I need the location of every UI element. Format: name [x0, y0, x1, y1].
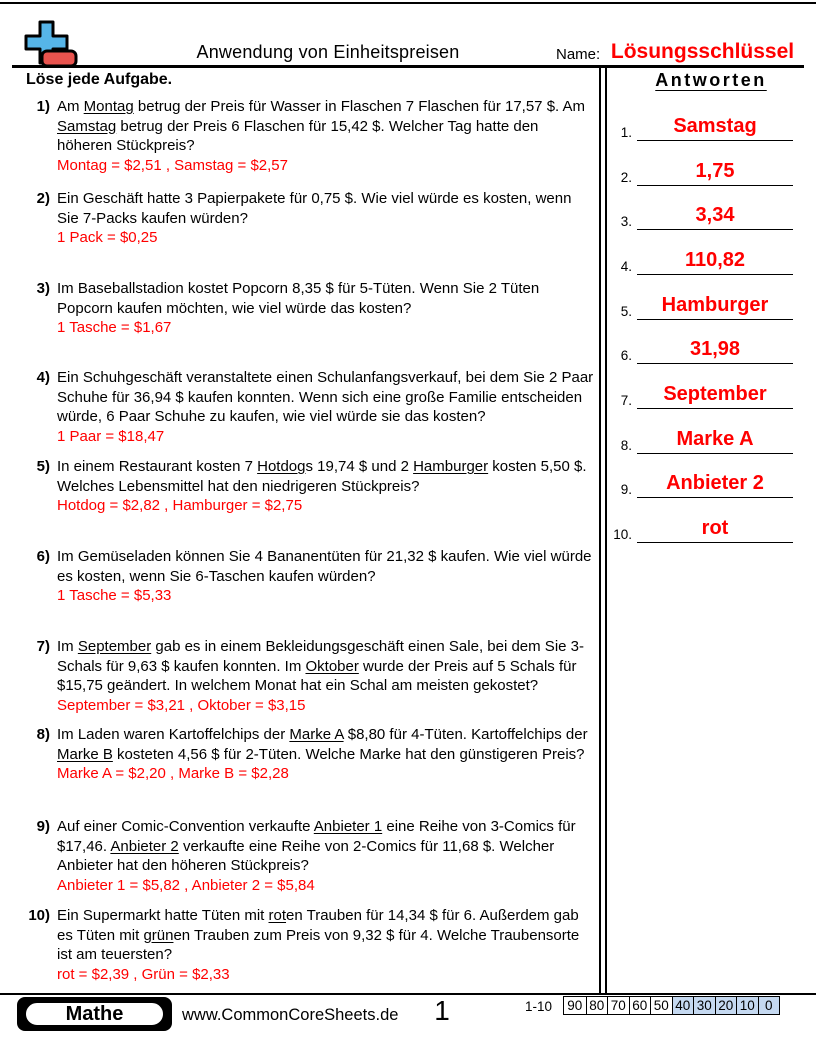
question-number: 5): [36, 458, 50, 475]
question-text-segment: en Trauben für 14,34 $ für 6. Außerdem gab es Tüten mit: [57, 907, 579, 944]
underlined-term: Oktober: [305, 657, 359, 675]
question-text-segment: Im Baseballstadion kostet Popcorn 8,35 $ für 5-Tüten. Wenn Sie 2 Tüten Popcorn kaufen möchten, wie viel würde das kosten?: [57, 280, 540, 317]
question-answer-work: 1 Tasche = $5,33: [57, 587, 172, 604]
top-border-line: [0, 2, 816, 4]
question-answer-work: Montag = $2,51 , Samstag = $2,57: [57, 156, 288, 174]
score-cell: 20: [715, 997, 737, 1014]
question-text: [57, 725, 597, 784]
score-cell: 90: [564, 997, 586, 1014]
score-cell: 40: [672, 997, 694, 1014]
score-cell: 70: [607, 997, 629, 1014]
answer-value: 3,34: [695, 204, 735, 226]
name-label: Name:: [556, 46, 601, 63]
question-answer-work: Anbieter 1 = $5,82 , Anbieter 2 = $5,84: [57, 876, 315, 894]
question-text-segment: $8,80 für 4-Tüten. Kartoffelchips der: [343, 726, 588, 743]
answer-blank-line: [637, 319, 793, 320]
answer-blank-line: [637, 274, 793, 275]
question-text-segment: Ein Geschäft hatte 3 Papierpakete für 0,75 $. Wie viel würde es kosten, wenn Sie 7-Packs kaufen würden?: [57, 190, 572, 227]
answer-value: Hamburger: [661, 294, 769, 316]
question-item: [22, 547, 597, 606]
header-rule-line: [12, 65, 804, 68]
answer-blank-line: [637, 185, 793, 186]
question-text: [57, 817, 597, 895]
answer-key-label: Lösungsschlüssel: [610, 40, 795, 63]
answer-number: 6.: [620, 348, 632, 363]
question-text: [57, 279, 597, 338]
footer-rule-line: [0, 993, 816, 995]
underlined-term: Hotdog: [257, 458, 306, 475]
question-answer-work: 1 Tasche = $1,67: [57, 319, 172, 336]
subject-badge: [17, 997, 172, 1031]
question-number: 3): [36, 280, 50, 297]
answer-blank-line: [637, 140, 793, 141]
question-text-segment: s 19,74 $ und 2: [305, 458, 414, 475]
answer-number: 9.: [620, 482, 632, 497]
question-text-segment: kosteten 4,56 $ für 2-Tüten. Welche Marke hat den günstigeren Preis?: [112, 745, 585, 763]
answer-blank-line: [637, 408, 793, 409]
question-text-segment: wurde der Preis auf 5 Schals für $15,75 geändert. In welchem Monat hat ein Schal am meisten gekostet?: [57, 657, 577, 694]
question-text: [57, 457, 597, 516]
answer-blank-line: [637, 497, 793, 498]
question-text: [57, 97, 597, 175]
answer-blank-line: [637, 453, 793, 454]
answer-value: 31,98: [689, 338, 741, 360]
question-number: 7): [36, 638, 50, 655]
subject-badge-label: Mathe: [24, 1001, 165, 1027]
question-number: 10): [28, 907, 50, 924]
question-item: [22, 817, 597, 895]
page-number: 1: [434, 995, 450, 1026]
answer-blank-line: [637, 363, 793, 364]
underlined-term: rot: [268, 907, 287, 924]
score-cell: 50: [650, 997, 672, 1014]
answer-number: 8.: [620, 438, 632, 453]
score-cell: 80: [586, 997, 608, 1014]
underlined-term: Samstag: [57, 117, 117, 135]
question-item: [22, 725, 597, 784]
question-text-segment: In einem Restaurant kosten 7: [57, 458, 258, 475]
question-number: 4): [36, 369, 50, 386]
question-text: [57, 189, 597, 248]
question-number: 9): [36, 818, 50, 835]
question-number: 8): [36, 726, 50, 743]
question-answer-work: September = $3,21 , Oktober = $3,15: [57, 696, 306, 714]
answer-blank-line: [637, 229, 793, 230]
underlined-term: Hamburger: [413, 458, 489, 475]
score-range-label: 1-10: [525, 999, 553, 1014]
question-item: [22, 97, 597, 175]
score-cell: 30: [693, 997, 715, 1014]
answer-value: Anbieter 2: [666, 472, 764, 494]
question-text: [57, 547, 597, 606]
score-cell: 10: [736, 997, 758, 1014]
question-answer-work: rot = $2,39 , Grün = $2,33: [57, 965, 230, 983]
question-item: [22, 189, 597, 248]
website-url: www.CommonCoreSheets.de: [182, 1006, 399, 1024]
question-answer-work: 1 Pack = $0,25: [57, 229, 158, 246]
page-title: Anwendung von Einheitspreisen: [196, 42, 460, 62]
answer-number: 2.: [620, 170, 632, 185]
question-item: [22, 637, 597, 715]
underlined-term: September: [77, 638, 152, 655]
question-text-segment: gab es in einem Bekleidungsgeschäft einen Sale, bei dem Sie 3-Schals für 9,63 $ kaufen konnten. Im: [57, 638, 584, 675]
answer-number: 5.: [620, 304, 632, 319]
question-item: [22, 457, 597, 516]
question-answer-work: Marke A = $2,20 , Marke B = $2,28: [57, 765, 289, 782]
score-cell: 0: [758, 997, 780, 1014]
underlined-term: grün: [143, 926, 174, 944]
question-text-segment: Ein Schuhgeschäft veranstaltete einen Schulanfangsverkauf, bei dem Sie 2 Paar Schuhe für 36,94 $ kaufen konnten. Wenn sich eine große Familie entscheiden würde, 6 Paar Schuhe zu kaufen, wie viel würde sie das kosten?: [57, 369, 594, 425]
answer-value: 110,82: [684, 249, 746, 271]
question-item: [22, 279, 597, 338]
question-answer-work: Hotdog = $2,82 , Hamburger = $2,75: [57, 497, 303, 514]
answer-value: September: [663, 383, 767, 405]
question-text: [57, 637, 597, 715]
question-text-segment: en Trauben zum Preis von 9,32 $ für 4. Welche Traubensorte ist am teuersten?: [57, 926, 580, 963]
question-text-segment: Im: [57, 638, 78, 655]
score-cell: 60: [629, 997, 651, 1014]
question-text-segment: betrug der Preis 6 Flaschen für 15,42 $. Welcher Tag hatte den höheren Stückpreis?: [57, 117, 539, 154]
question-text: [57, 368, 597, 446]
answer-blank-line: [637, 542, 793, 543]
answer-value: Samstag: [673, 115, 757, 137]
question-text-segment: verkaufte eine Reihe von 2-Comics für 11,68 $. Welcher Anbieter hat den höheren Stückpreis?: [57, 837, 555, 874]
score-table: [563, 996, 780, 1015]
answer-number: 1.: [620, 125, 632, 140]
question-answer-work: 1 Paar = $18,47: [57, 427, 165, 445]
underlined-term: Marke B: [57, 745, 113, 763]
answers-column-header: Antworten: [655, 70, 767, 90]
question-text-segment: betrug der Preis für Wasser in Flaschen 7 Flaschen für 17,57 $. Am: [133, 98, 586, 115]
underlined-term: Anbieter 1: [313, 818, 383, 835]
question-text-segment: Ein Supermarkt hatte Tüten mit: [57, 907, 269, 924]
underlined-term: Marke A: [289, 726, 344, 743]
question-item: [22, 368, 597, 446]
question-text-segment: Im Laden waren Kartoffelchips der: [57, 726, 290, 743]
question-number: 1): [36, 98, 50, 115]
underlined-term: Montag: [83, 98, 134, 115]
question-number: 2): [36, 190, 50, 207]
instructions-text: Löse jede Aufgabe.: [26, 71, 173, 88]
answer-number: 7.: [620, 393, 632, 408]
answer-number: 10.: [613, 527, 632, 542]
question-text-segment: Auf einer Comic-Convention verkaufte: [57, 818, 314, 835]
question-text-segment: kosten 5,50 $. Welches Lebensmittel hat den niedrigeren Stückpreis?: [57, 458, 587, 495]
question-text-segment: Im Gemüseladen können Sie 4 Bananentüten für 21,32 $ kaufen. Wie viel würde es kosten, wenn Sie 6-Taschen kaufen würden?: [57, 548, 592, 585]
underlined-term: Anbieter 2: [110, 837, 179, 855]
answer-number: 4.: [620, 259, 632, 274]
answer-value: rot: [701, 517, 729, 539]
question-item: [22, 906, 597, 984]
answer-number: 3.: [620, 214, 632, 229]
answer-value: 1,75: [695, 160, 735, 182]
question-text-segment: Am: [57, 98, 84, 115]
question-number: 6): [36, 548, 50, 565]
question-text: [57, 906, 597, 984]
answer-value: Marke A: [676, 428, 754, 450]
question-text-segment: eine Reihe von 3-Comics für $17,46.: [57, 818, 576, 855]
